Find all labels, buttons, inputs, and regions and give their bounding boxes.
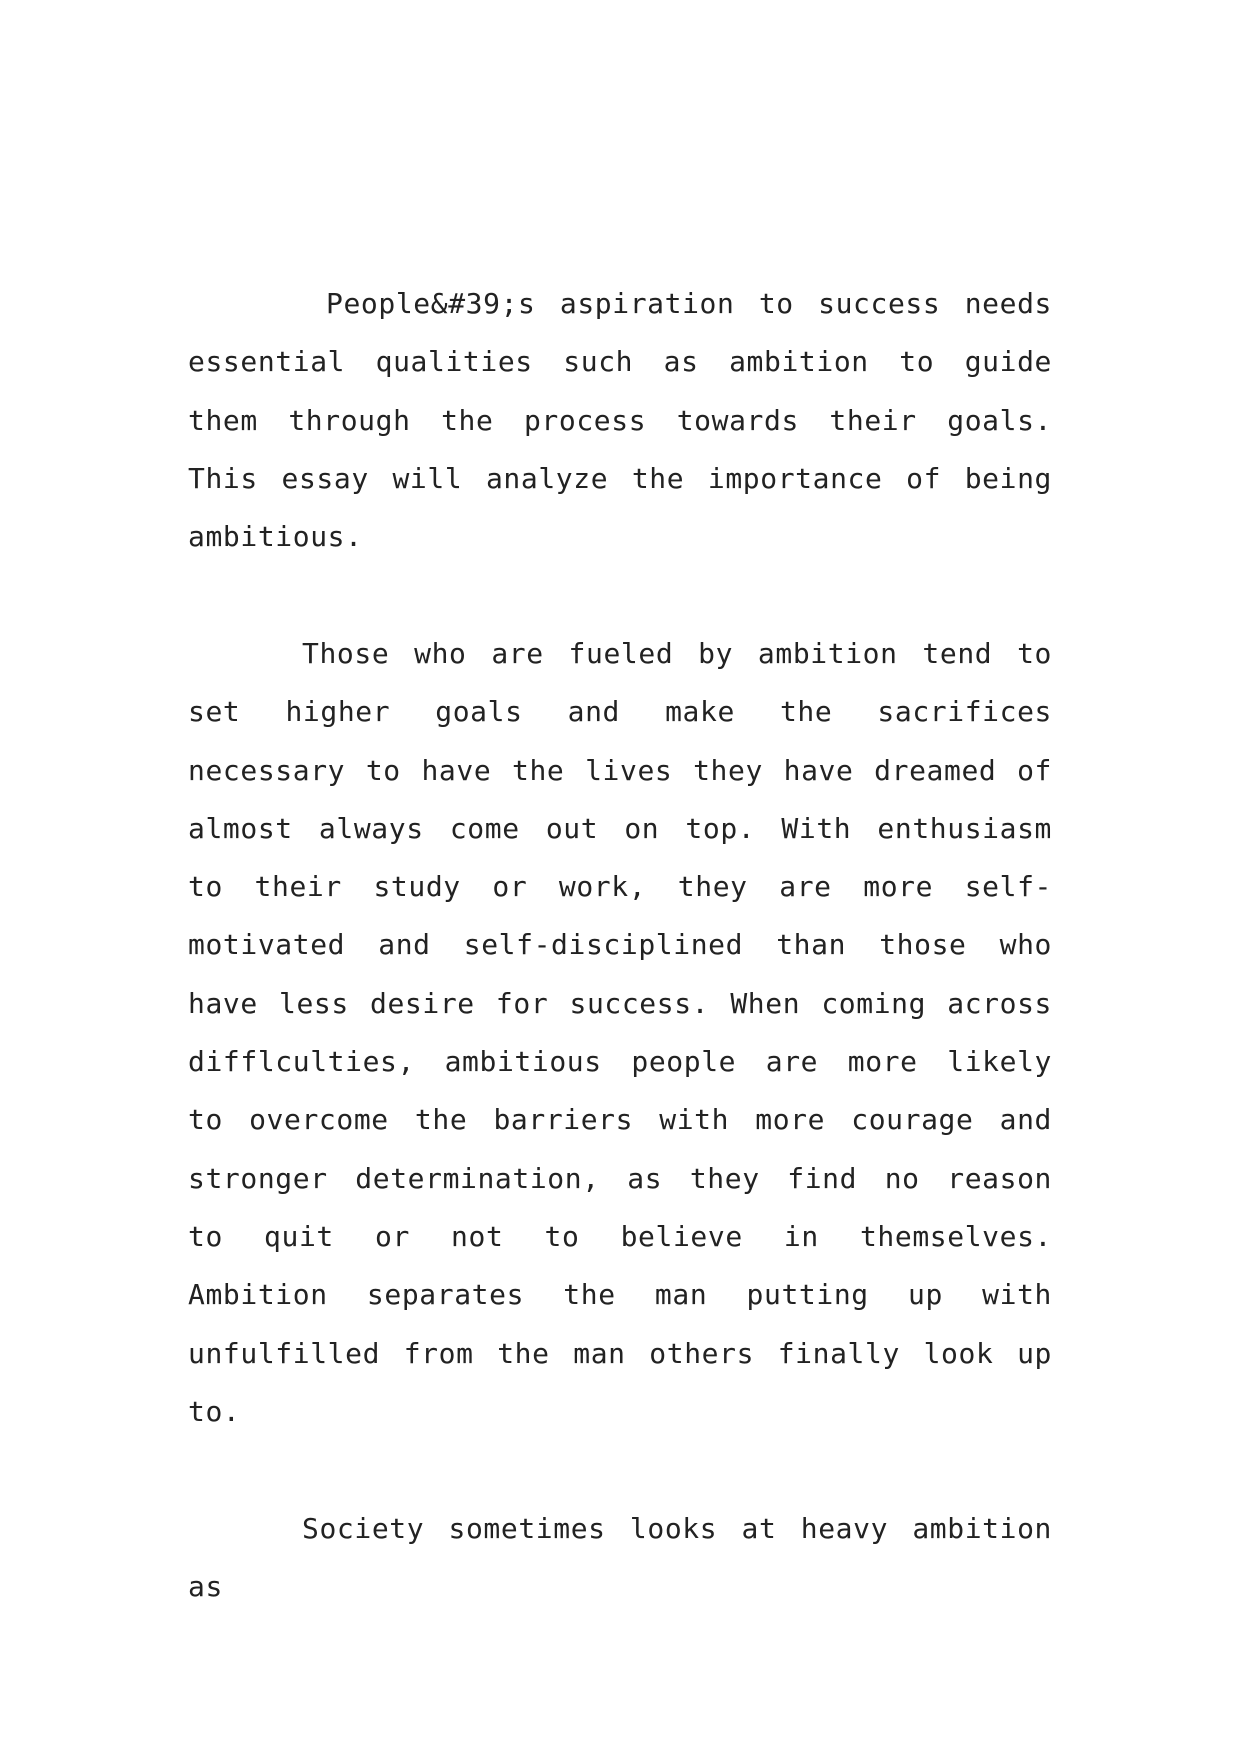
- paragraph-intro: People&#39;s aspiration to success needs essential qualities such as ambition to guide them through the process towards their goals. This essay will analyze the importance of being ambitious.: [188, 287, 1052, 554]
- paragraph-body: Those who are fueled by ambition tend to set higher goals and make the sacrifices necessary to have the lives they have dreamed of almost always come out on top. With enthusiasm to their study or work, they are more self-motivated and self-disciplined than those who have less desire for success. When coming across difflculties, ambitious people are more likely to overcome the barriers with more courage and stronger determination, as they find no reason to quit or not to believe in themselves. Ambition separates the man putting up with unfulfilled from the man others finally look up to.: [188, 637, 1052, 1428]
- paragraph-continuation: Society sometimes looks at heavy ambition as: [188, 1512, 1052, 1604]
